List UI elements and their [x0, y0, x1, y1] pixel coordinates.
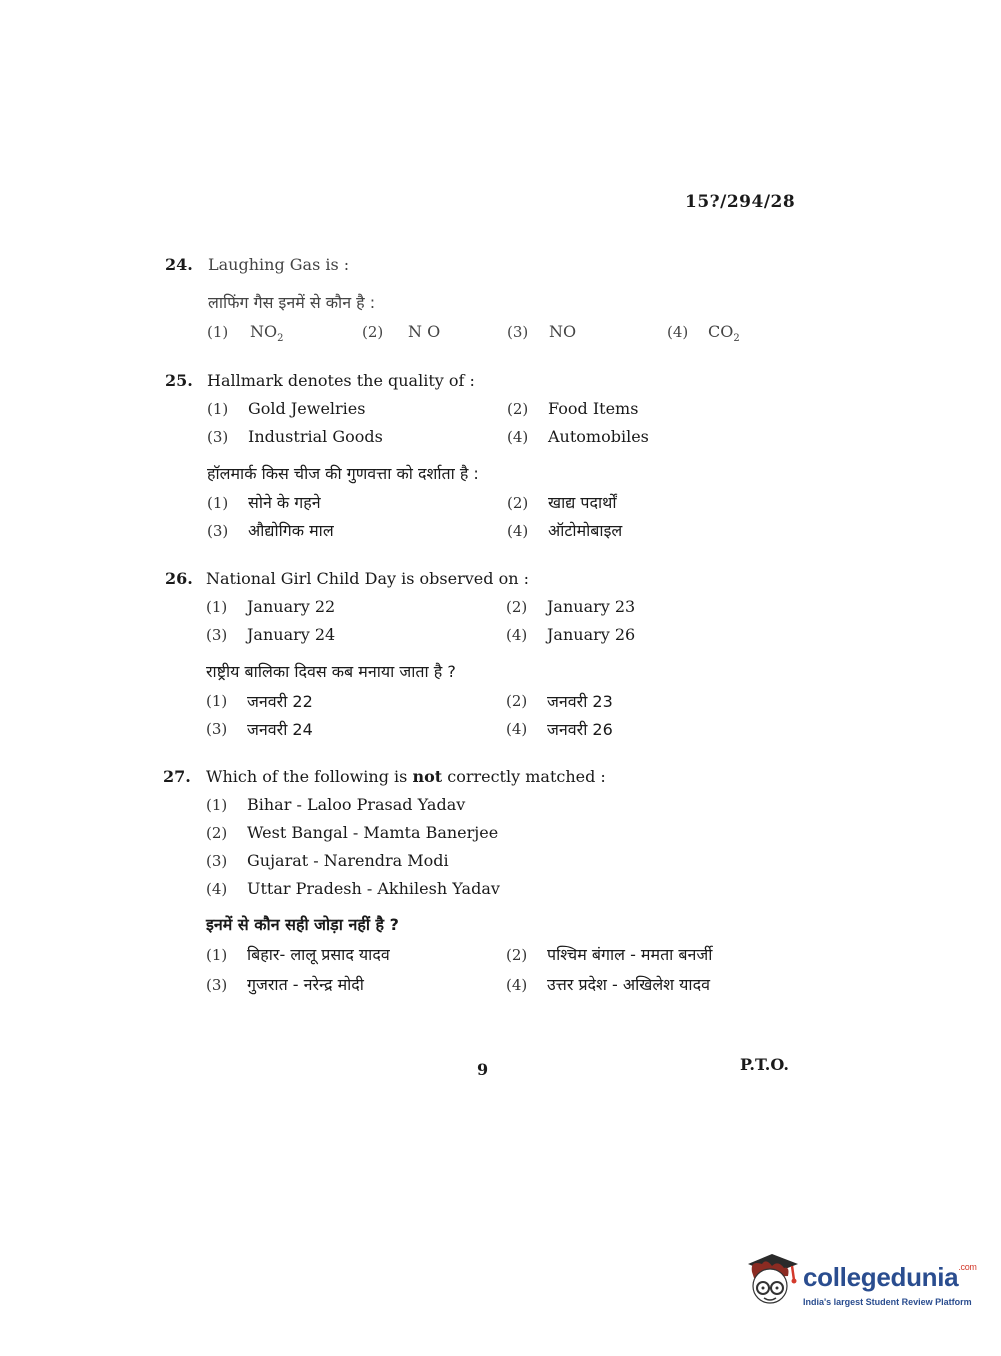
option-text: January 26	[547, 625, 636, 644]
option-number: (4)	[506, 626, 528, 644]
option-number: (2)	[507, 400, 529, 418]
option-text: West Bangal - Mamta Banerjee	[247, 823, 499, 842]
option-number: (3)	[207, 522, 229, 540]
option-text: बिहार- लालू प्रसाद यादव	[247, 945, 390, 964]
option-text: January 22	[247, 597, 336, 616]
option-number: (1)	[207, 400, 229, 418]
option-number: (4)	[507, 428, 529, 446]
option-number: (3)	[206, 976, 228, 994]
option-number: (3)	[206, 720, 228, 738]
option-number: (3)	[206, 626, 228, 644]
option-text: Gujarat - Narendra Modi	[247, 851, 449, 870]
option-number: (1)	[206, 946, 228, 964]
collegedunia-mascot-logo	[742, 1250, 802, 1308]
option-number: (1)	[207, 323, 229, 341]
option-text: Industrial Goods	[248, 427, 383, 446]
option-text: सोने के गहने	[248, 493, 321, 512]
brand-tagline: India's largest Student Review Platform	[803, 1297, 972, 1307]
option-text: जनवरी 23	[547, 692, 613, 711]
option-number: (1)	[207, 494, 229, 512]
question-number: 25.	[165, 371, 193, 390]
option-number: (2)	[506, 946, 528, 964]
option-number: (3)	[507, 323, 529, 341]
option-number: (3)	[207, 428, 229, 446]
option-text: गुजरात - नरेन्द्र मोदी	[247, 975, 364, 994]
emphasis-not: not	[412, 767, 443, 786]
question-text-hi: इनमें से कौन सही जोड़ा नहीं है ?	[206, 915, 399, 934]
option-number: (2)	[506, 692, 528, 710]
option-text: $CO_2$	[708, 322, 740, 345]
option-text: January 24	[247, 625, 336, 644]
question-text-hi: हॉलमार्क किस चीज की गुणवत्ता को दर्शाता है :	[207, 464, 479, 483]
question-text-hi: राष्ट्रीय बालिका दिवस कब मनाया जाता है ?	[206, 662, 456, 681]
option-number: (4)	[667, 323, 689, 341]
option-text: Bihar - Laloo Prasad Yadav	[247, 795, 466, 814]
option-number: (4)	[507, 522, 529, 540]
option-text: NO	[549, 322, 577, 341]
option-text: January 23	[547, 597, 636, 616]
option-number: (1)	[206, 692, 228, 710]
option-text: जनवरी 24	[247, 720, 313, 739]
option-number: (4)	[206, 880, 228, 898]
option-text: औद्योगिक माल	[248, 521, 334, 540]
option-text: जनवरी 22	[247, 692, 313, 711]
option-text: Food Items	[548, 399, 639, 418]
option-number: (4)	[506, 720, 528, 738]
question-number: 27.	[163, 767, 191, 786]
question-text-hi: लाफिंग गैस इनमें से कौन है :	[208, 293, 376, 312]
brand-name: collegedunia$^{.com}$	[803, 1262, 977, 1292]
option-number: (2)	[206, 824, 228, 842]
option-text: खाद्य पदार्थों	[548, 493, 617, 512]
option-number: (1)	[206, 796, 228, 814]
question-text-en: National Girl Child Day is observed on :	[206, 569, 529, 588]
option-number: (2)	[507, 494, 529, 512]
option-text: Gold Jewelries	[248, 399, 366, 418]
option-number: (2)	[362, 323, 384, 341]
question-text-en: Laughing Gas is :	[208, 255, 350, 274]
option-text: N O	[408, 322, 441, 341]
question-number: 24.	[165, 255, 193, 274]
page-number: 9	[477, 1060, 489, 1079]
option-number: (1)	[206, 598, 228, 616]
question-number: 26.	[165, 569, 193, 588]
paper-code: 15?/294/28	[685, 192, 796, 212]
option-number: (2)	[506, 598, 528, 616]
pto-label: P.T.O.	[740, 1055, 789, 1074]
option-text: Uttar Pradesh - Akhilesh Yadav	[247, 879, 500, 898]
option-text: $NO_2$	[250, 322, 284, 345]
option-text: उत्तर प्रदेश - अखिलेश यादव	[547, 975, 710, 994]
question-text-en: Which of the following is not correctly matched :	[206, 767, 606, 786]
option-text: पश्चिम बंगाल - ममता बनर्जी	[547, 945, 713, 964]
option-text: ऑटोमोबाइल	[548, 521, 623, 540]
option-number: (4)	[506, 976, 528, 994]
option-text: Automobiles	[548, 427, 649, 446]
question-text-en: Hallmark denotes the quality of :	[207, 371, 475, 390]
option-number: (3)	[206, 852, 228, 870]
option-text: जनवरी 26	[547, 720, 613, 739]
